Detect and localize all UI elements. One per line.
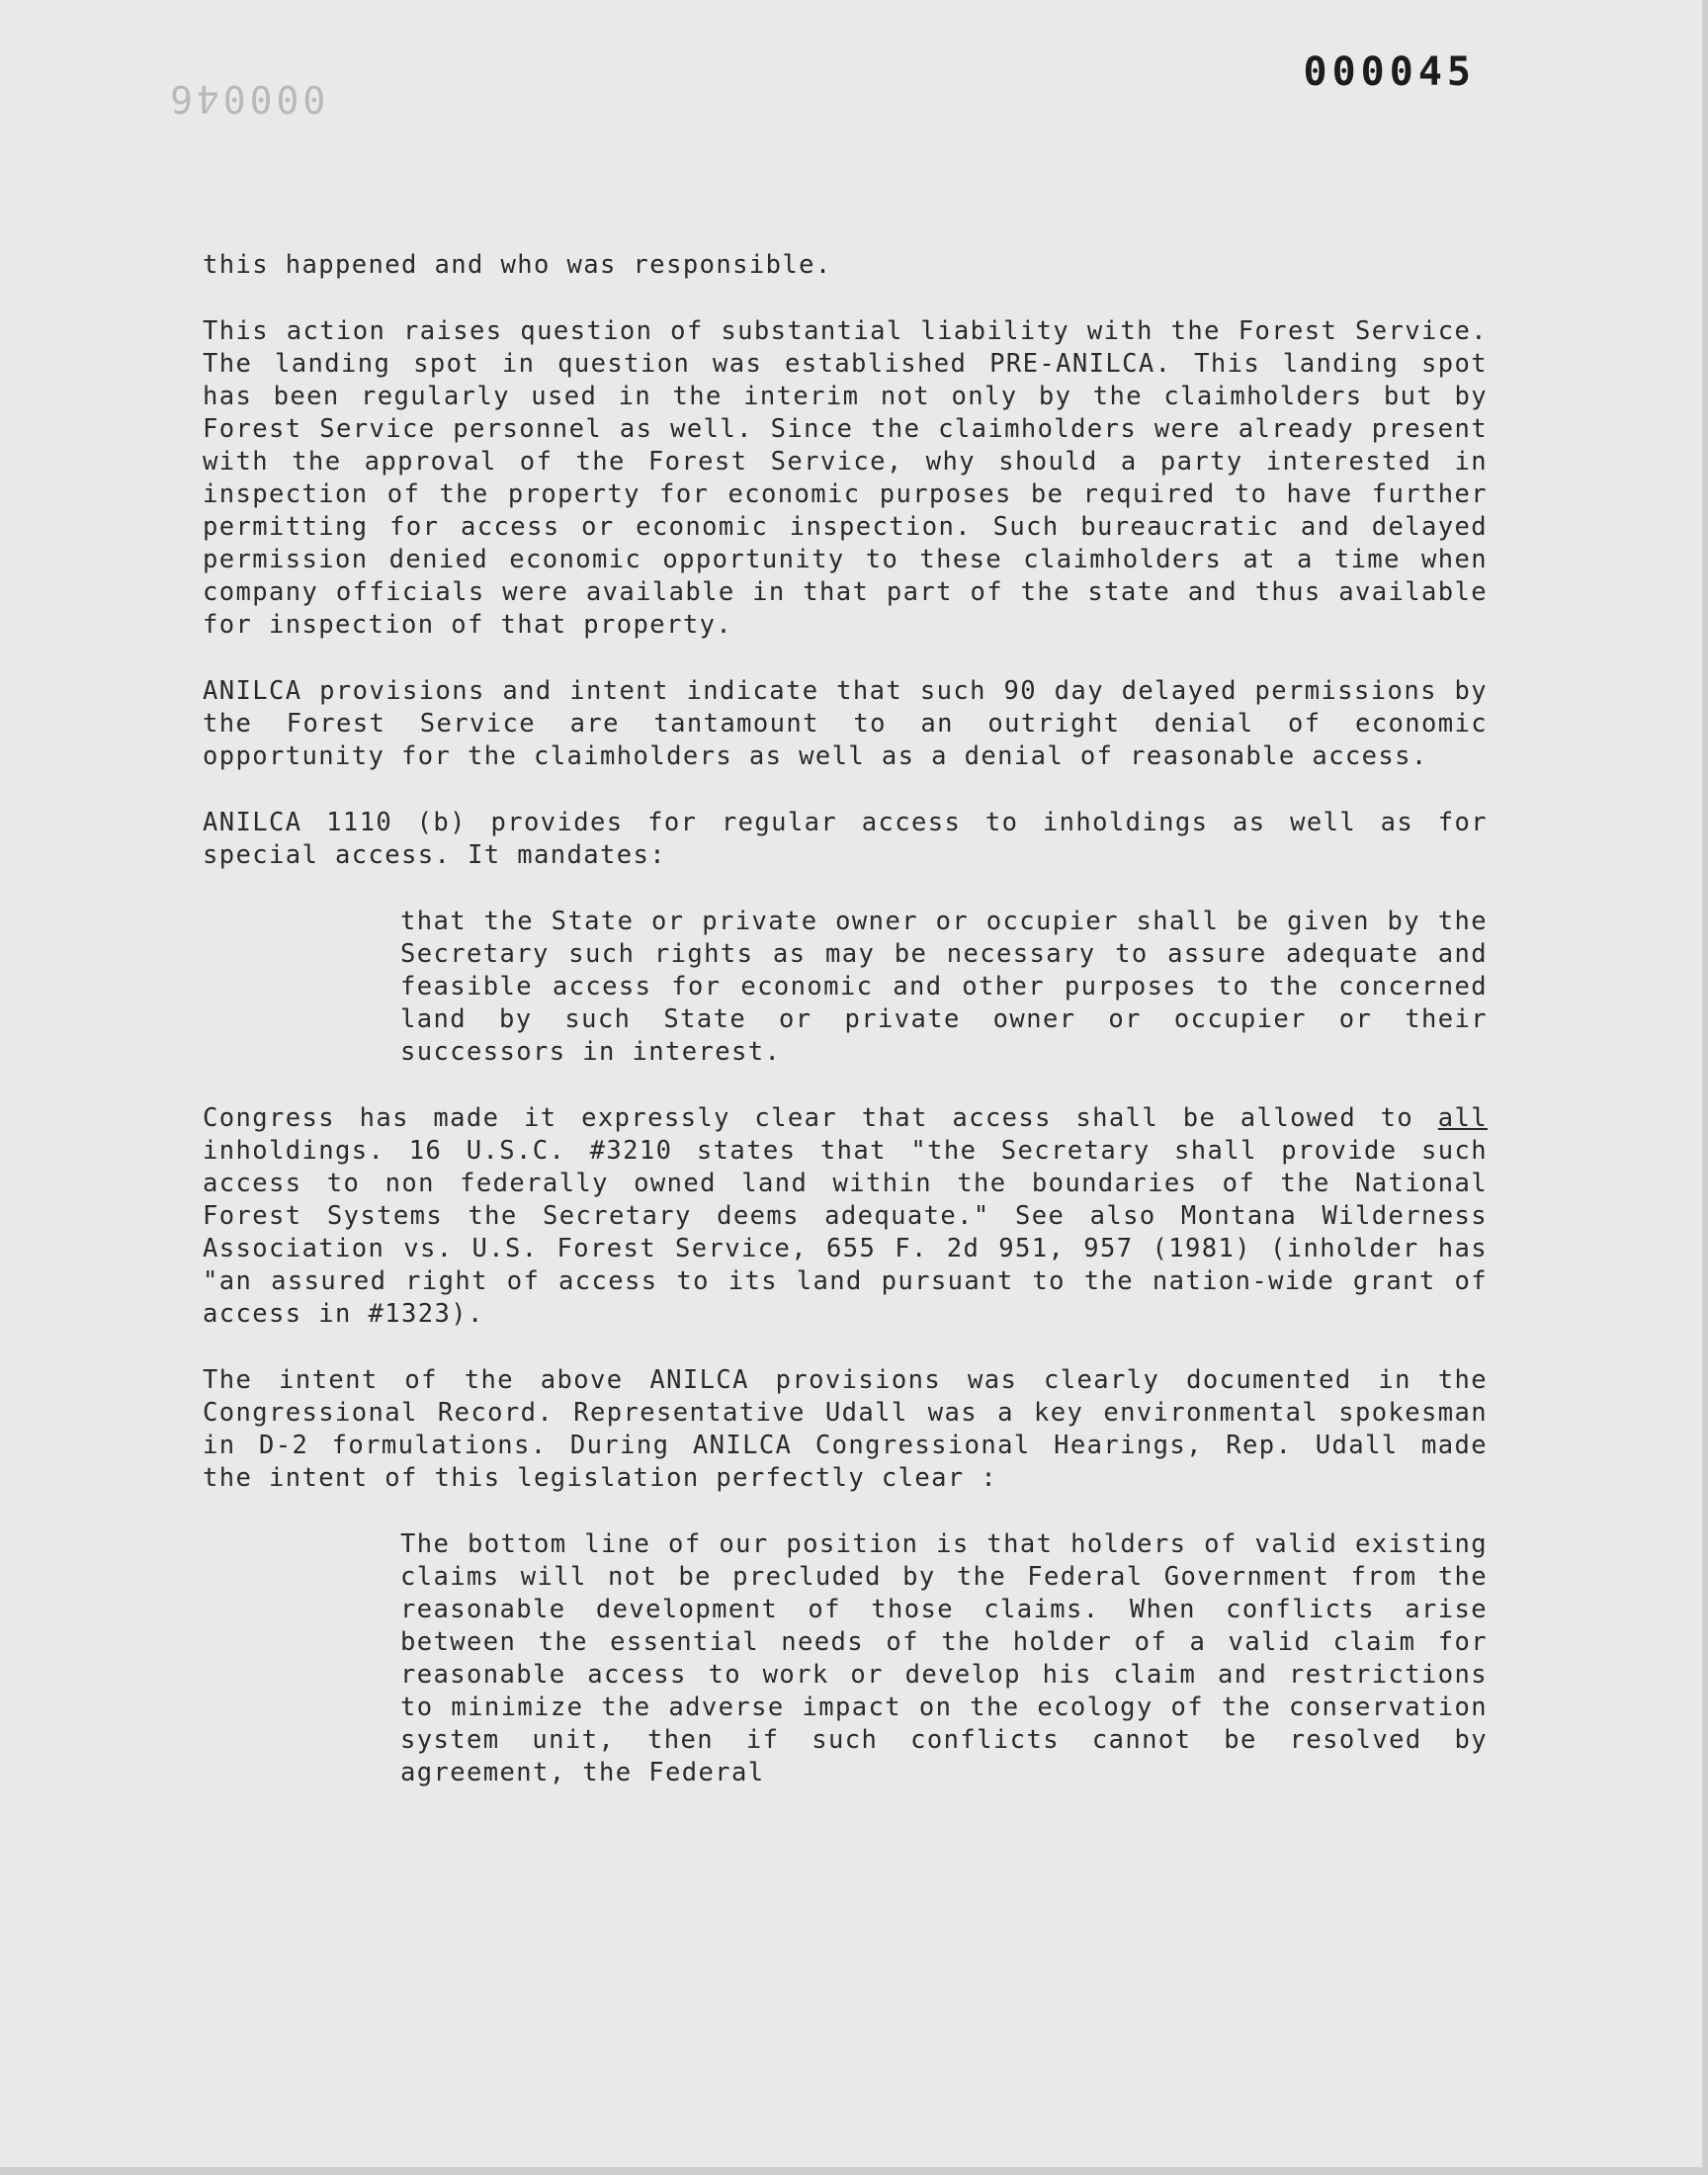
bates-stamp: 000046 [166, 77, 326, 121]
document-body [203, 249, 1488, 1823]
paragraph: ANILCA provisions and intent indicate that such 90 day delayed permissions by the Forest Service are tantamount to an outright denial of economic opportunity for the claimholders as well as a denial of reasonable access. [203, 676, 1488, 771]
paragraph: ANILCA 1110 (b) provides for regular access to inholdings as well as for special access. It mandates: [203, 808, 1488, 870]
paragraph [203, 1102, 1488, 1331]
text-run: Congress has made it expressly clear that access shall be allowed to [203, 1103, 1438, 1133]
block-quote: The bottom line of our position is that holders of valid existing claims will not be precluded by the Federal Government from the reasonable development of those claims. When conflicts arise between the essential needs of the holder of a valid claim for reasonable access to work or develop his claim and restrictions to minimize the adverse impact on the ecology of the conservation system unit, then if such conflicts cannot be resolved by agreement, the Federal [400, 1529, 1488, 1787]
scan-edge-mark [0, 2167, 1708, 2175]
block-quote: that the State or private owner or occupier shall be given by the Secretary such rights as may be necessary to assure adequate and feasible access for economic and other purposes to the concerned land by such State or private owner or occupier or their successors in interest. [400, 907, 1488, 1067]
underlined-text: all [1437, 1103, 1488, 1133]
scan-edge-mark [1702, 0, 1708, 2175]
paragraph: This action raises question of substantial liability with the Forest Service. The landing spot in question was established PRE-ANILCA. This landing spot has been regularly used in the interim not only by the claimholders but by Forest Service personnel as well. Since the claimholders were already present with the approval of the Forest Service, why should a party interested in inspection of the property for economic purposes be required to have further permitting for access or economic inspection. Such bureaucratic and delayed permission denied economic opportunity to these claimholders at a time when company officials were available in that part of the state and thus available for inspection of that property. [203, 316, 1488, 640]
text-run: inholdings. 16 U.S.C. #3210 states that "the Secretary shall provide such access to non federally owned land within the boundaries of the National Forest Systems the Secretary deems adequate." See also Montana Wilderness Association vs. U.S. Forest Service, 655 F. 2d 951, 957 (1981) (inholder has "an assured right of access to its land pursuant to the nation-wide grant of access in #1323). [203, 1136, 1488, 1329]
page-number: 000045 [1303, 49, 1476, 95]
paragraph: this happened and who was responsible. [203, 250, 832, 280]
paragraph: The intent of the above ANILCA provisions was clearly documented in the Congressional Record. Representative Udall was a key environmental spokesman in D-2 formulations. During ANILCA Congressional Hearings, Rep. Udall made the intent of this legislation perfectly clear : [203, 1365, 1488, 1493]
